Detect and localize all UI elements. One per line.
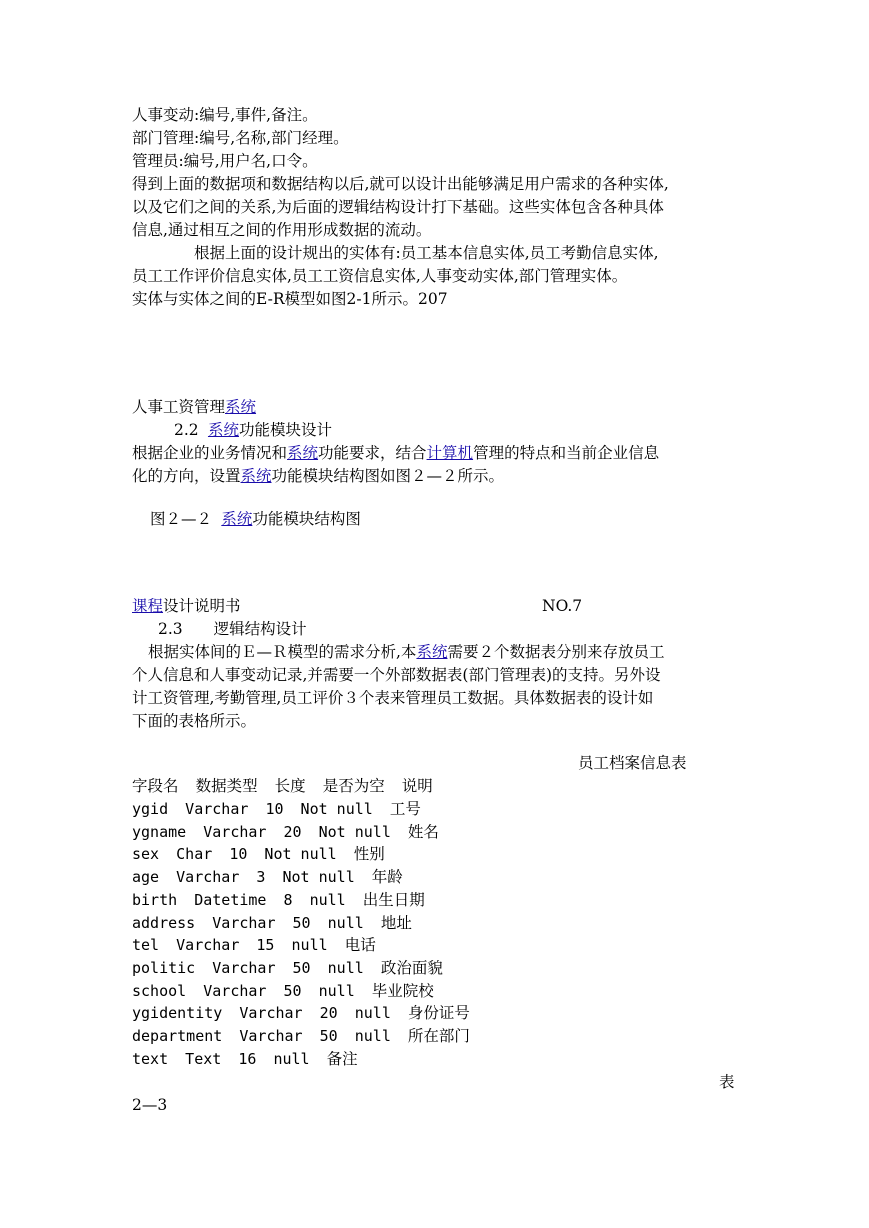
text-span: 根据实体间的Ｅ—Ｒ模型的需求分析,本 <box>148 643 417 661</box>
table-cell: 毕业院校 <box>371 982 434 1000</box>
table-cell: 电话 <box>344 936 376 954</box>
paragraph-line: 人事变动:编号,事件,备注。 <box>132 106 318 124</box>
table-cell: null <box>327 914 364 932</box>
table-cell: 20 <box>283 823 302 841</box>
table-cell: Not null <box>282 868 355 886</box>
table-cell: 10 <box>265 800 284 818</box>
table-cell: null <box>354 1004 391 1022</box>
table-row <box>132 1002 470 1024</box>
table-row <box>132 1048 358 1070</box>
link-computer[interactable]: 计算机 <box>426 444 474 462</box>
table-cell: 50 <box>292 959 311 977</box>
table-header-cell: 字段名 <box>132 777 179 795</box>
table-caption-number: 2—3 <box>132 1096 168 1114</box>
page-number: NO.7 <box>542 597 583 615</box>
table-cell: birth <box>132 891 178 909</box>
table-cell: 所在部门 <box>407 1027 470 1045</box>
table-row <box>132 843 385 865</box>
table-row <box>132 1025 470 1047</box>
table-row <box>132 980 434 1002</box>
table-cell: Varchar <box>185 800 249 818</box>
paragraph-line: 信息,通过相互之间的作用形成数据的流动。 <box>132 221 432 239</box>
link-course[interactable]: 课程 <box>132 597 164 615</box>
table-row <box>132 866 403 888</box>
table-cell: Varchar <box>212 914 276 932</box>
text-span: 设计说明书 <box>163 597 241 615</box>
paragraph-line: 部门管理:编号,名称,部门经理。 <box>132 129 349 147</box>
table-header-cell: 说明 <box>401 777 433 795</box>
text-span: 图２—２ <box>150 510 213 528</box>
heading-text: 功能模块设计 <box>238 421 332 439</box>
table-cell: null <box>354 1027 391 1045</box>
paragraph-line: 根据上面的设计规出的实体有:员工基本信息实体,员工考勤信息实体, <box>194 244 659 262</box>
table-cell: 50 <box>292 914 311 932</box>
table-cell: 姓名 <box>407 823 439 841</box>
table-cell: 8 <box>283 891 293 909</box>
section-heading: 2.3 逻辑结构设计 <box>158 620 307 638</box>
text-span: 功能要求，结合 <box>318 444 427 462</box>
paragraph-line <box>148 641 664 663</box>
table-header-row <box>132 775 433 797</box>
paragraph-line: 得到上面的数据项和数据结构以后,就可以设计出能够满足用户需求的各种实体, <box>132 175 669 193</box>
table-row <box>132 821 439 843</box>
table-title: 员工档案信息表 <box>578 754 687 772</box>
link-system[interactable]: 系统 <box>416 643 448 661</box>
table-header-cell: 长度 <box>274 777 306 795</box>
table-row <box>132 912 412 934</box>
table-header-cell: 是否为空 <box>322 777 385 795</box>
table-cell: null <box>309 891 346 909</box>
table-cell: null <box>318 982 355 1000</box>
paragraph-line: 下面的表格所示。 <box>132 712 257 730</box>
table-cell: Varchar <box>203 982 267 1000</box>
table-cell: 备注 <box>326 1050 358 1068</box>
table-row <box>132 957 443 979</box>
table-cell: text <box>132 1050 169 1068</box>
paragraph-line: 个人信息和人事变动记录,并需要一个外部数据表(部门管理表)的支持。另外设 <box>132 666 661 684</box>
table-cell: 20 <box>319 1004 338 1022</box>
paragraph-line: 计工资管理,考勤管理,员工评价３个表来管理员工数据。具体数据表的设计如 <box>132 689 654 707</box>
table-cell: Datetime <box>194 891 267 909</box>
table-cell: 性别 <box>353 845 385 863</box>
table-cell: null <box>273 1050 310 1068</box>
table-cell: 3 <box>256 868 266 886</box>
table-header-cell: 数据类型 <box>195 777 258 795</box>
table-row <box>132 889 425 911</box>
link-system[interactable]: 系统 <box>287 444 319 462</box>
section-heading <box>174 419 332 441</box>
table-cell: 工号 <box>389 800 421 818</box>
text-span: 管理的特点和当前企业信息 <box>473 444 660 462</box>
text-span: 需要２个数据表分别来存放员工 <box>447 643 665 661</box>
table-cell: 50 <box>283 982 302 1000</box>
table-cell: Char <box>176 845 213 863</box>
paragraph-line: 管理员:编号,用户名,口令。 <box>132 152 318 170</box>
table-cell: sex <box>132 845 160 863</box>
table-caption: 表 <box>719 1073 735 1091</box>
text-span: 功能模块结构图如图２—２所示。 <box>271 467 505 485</box>
table-cell: 16 <box>238 1050 257 1068</box>
table-cell: Varchar <box>212 959 276 977</box>
table-cell: politic <box>132 959 196 977</box>
table-row <box>132 798 421 820</box>
paragraph-line: 以及它们之间的关系,为后面的逻辑结构设计打下基础。这些实体包含各种具体 <box>132 198 664 216</box>
table-cell: ygidentity <box>132 1004 223 1022</box>
table-cell: ygid <box>132 800 169 818</box>
heading-number: 2.2 <box>174 421 199 439</box>
link-system[interactable]: 系统 <box>240 467 272 485</box>
table-cell: school <box>132 982 187 1000</box>
section-title <box>132 396 256 418</box>
table-cell: Varchar <box>203 823 267 841</box>
link-system[interactable]: 系统 <box>207 421 239 439</box>
table-row <box>132 934 376 956</box>
link-system[interactable]: 系统 <box>225 398 257 416</box>
table-cell: Varchar <box>176 936 240 954</box>
table-cell: 身份证号 <box>407 1004 470 1022</box>
text-span: 根据企业的业务情况和 <box>132 444 288 462</box>
table-cell: 地址 <box>380 914 412 932</box>
table-cell: Not null <box>318 823 391 841</box>
table-cell: address <box>132 914 196 932</box>
table-cell: Text <box>185 1050 222 1068</box>
table-cell: department <box>132 1027 223 1045</box>
table-cell: ygname <box>132 823 187 841</box>
table-cell: null <box>291 936 328 954</box>
table-cell: null <box>327 959 364 977</box>
table-cell: tel <box>132 936 160 954</box>
table-cell: age <box>132 868 160 886</box>
title-text: 人事工资管理 <box>132 398 226 416</box>
table-cell: Not null <box>264 845 337 863</box>
table-cell: 10 <box>229 845 248 863</box>
table-cell: 政治面貌 <box>380 959 443 977</box>
table-cell: Varchar <box>239 1027 303 1045</box>
table-cell: Varchar <box>239 1004 303 1022</box>
table-cell: Not null <box>300 800 373 818</box>
text-span: 功能模块结构图 <box>252 510 361 528</box>
table-cell: 出生日期 <box>362 891 425 909</box>
paragraph-line <box>132 465 504 487</box>
table-cell: 50 <box>319 1027 338 1045</box>
page-header-left <box>132 595 241 617</box>
link-system[interactable]: 系统 <box>221 510 253 528</box>
text-span: 化的方向，设置 <box>132 467 241 485</box>
paragraph-line: 实体与实体之间的E-R模型如图2-1所示。207 <box>132 290 448 308</box>
paragraph-line <box>132 442 659 464</box>
table-cell: 15 <box>256 936 275 954</box>
figure-caption <box>150 508 361 530</box>
table-cell: Varchar <box>176 868 240 886</box>
paragraph-line: 员工工作评价信息实体,员工工资信息实体,人事变动实体,部门管理实体。 <box>132 267 628 285</box>
table-cell: 年龄 <box>371 868 403 886</box>
